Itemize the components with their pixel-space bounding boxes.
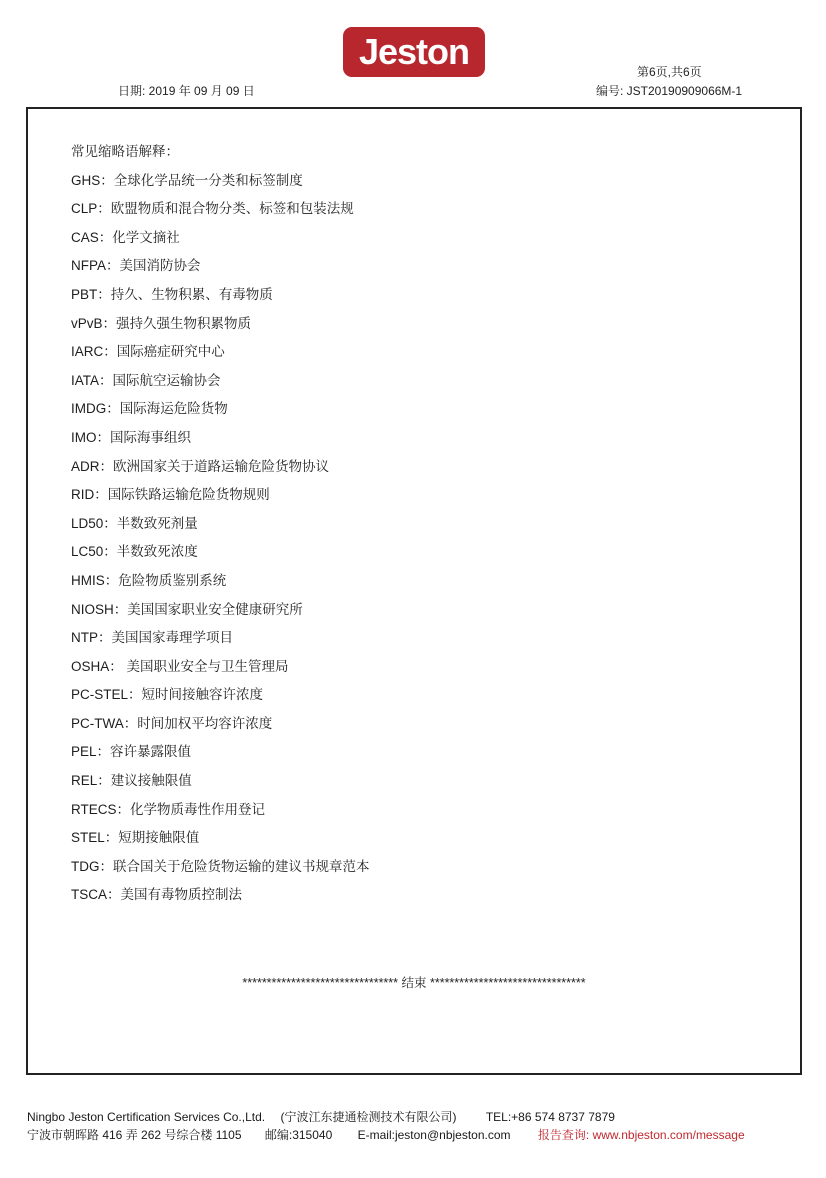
abbreviation-item: OSHA： 美国职业安全与卫生管理局 [71, 658, 289, 674]
abbreviation-item: PBT：持久、生物积累、有毒物质 [71, 286, 273, 302]
abbreviation-item: RTECS：化学物质毒性作用登记 [71, 801, 266, 817]
abbreviation-item: NTP：美国国家毒理学项目 [71, 630, 233, 646]
abbreviations-section [71, 138, 771, 910]
report-query-link[interactable]: www.nbjeston.com/message [592, 1128, 745, 1142]
abbreviation-item: REL：建议接触限值 [71, 773, 192, 789]
abbreviation-item: IARC：国际癌症研究中心 [71, 344, 225, 360]
abbreviation-item: LC50：半数致死浓度 [71, 544, 198, 560]
company-email: E-mail:jeston@nbjeston.com [357, 1128, 511, 1142]
abbreviation-item: HMIS：危险物质鉴别系统 [71, 572, 227, 588]
report-query-label: 报告查询: [537, 1128, 590, 1142]
company-name-cn: (宁波江东捷通检测技术有限公司) [280, 1110, 457, 1124]
abbreviation-item: IMDG：国际海运危险货物 [71, 401, 228, 417]
abbreviation-item: STEL：短期接触限值 [71, 830, 200, 846]
abbreviation-item: NFPA：美国消防协会 [71, 258, 201, 274]
abbreviation-item: GHS：全球化学品统一分类和标签制度 [71, 172, 303, 188]
company-telephone: TEL:+86 574 8737 7879 [485, 1110, 615, 1124]
abbreviation-item: NIOSH：美国国家职业安全健康研究所 [71, 601, 303, 617]
abbreviation-item: PC-STEL：短时间接触容许浓度 [71, 687, 264, 703]
abbreviations-list [71, 167, 771, 910]
company-address: 宁波市朝晖路 416 弄 262 号综合楼 1105 [27, 1128, 242, 1142]
footer-company-line [27, 1108, 615, 1125]
abbreviations-heading: 常见缩略语解释： [71, 144, 179, 159]
abbreviation-item: PEL：容许暴露限值 [71, 744, 192, 760]
abbreviation-item: ADR：欧洲国家关于道路运输危险货物协议 [71, 458, 330, 474]
abbreviation-item: RID：国际铁路运输危险货物规则 [71, 487, 270, 503]
abbreviation-item: PC-TWA：时间加权平均容许浓度 [71, 715, 273, 731]
company-postcode: 邮编:315040 [264, 1128, 333, 1142]
abbreviation-item: LD50：半数致死剂量 [71, 515, 198, 531]
page-number: 第6页,共6页 [637, 65, 702, 79]
abbreviation-item: CAS：化学文摘社 [71, 229, 180, 245]
report-date: 日期: 2019 年 09 月 09 日 [118, 84, 255, 98]
abbreviation-item: TDG：联合国关于危险货物运输的建议书规章范本 [71, 858, 370, 874]
abbreviation-item: CLP：欧盟物质和混合物分类、标签和包装法规 [71, 201, 354, 217]
footer-contact-line [27, 1126, 745, 1143]
abbreviation-item: IATA：国际航空运输协会 [71, 372, 221, 388]
company-name-en: Ningbo Jeston Certification Services Co.,Ltd. [27, 1110, 266, 1124]
end-of-report-marker: ******************************** 结束 ******************************** [242, 976, 586, 990]
report-number: 编号: JST20190909066M-1 [596, 84, 743, 98]
abbreviation-item: vPvB：强持久强生物积累物质 [71, 315, 252, 331]
abbreviation-item: IMO：国际海事组织 [71, 429, 191, 445]
content-frame [26, 107, 802, 1075]
jeston-logo: Jeston [343, 27, 485, 77]
abbreviation-item: TSCA：美国有毒物质控制法 [71, 887, 243, 903]
